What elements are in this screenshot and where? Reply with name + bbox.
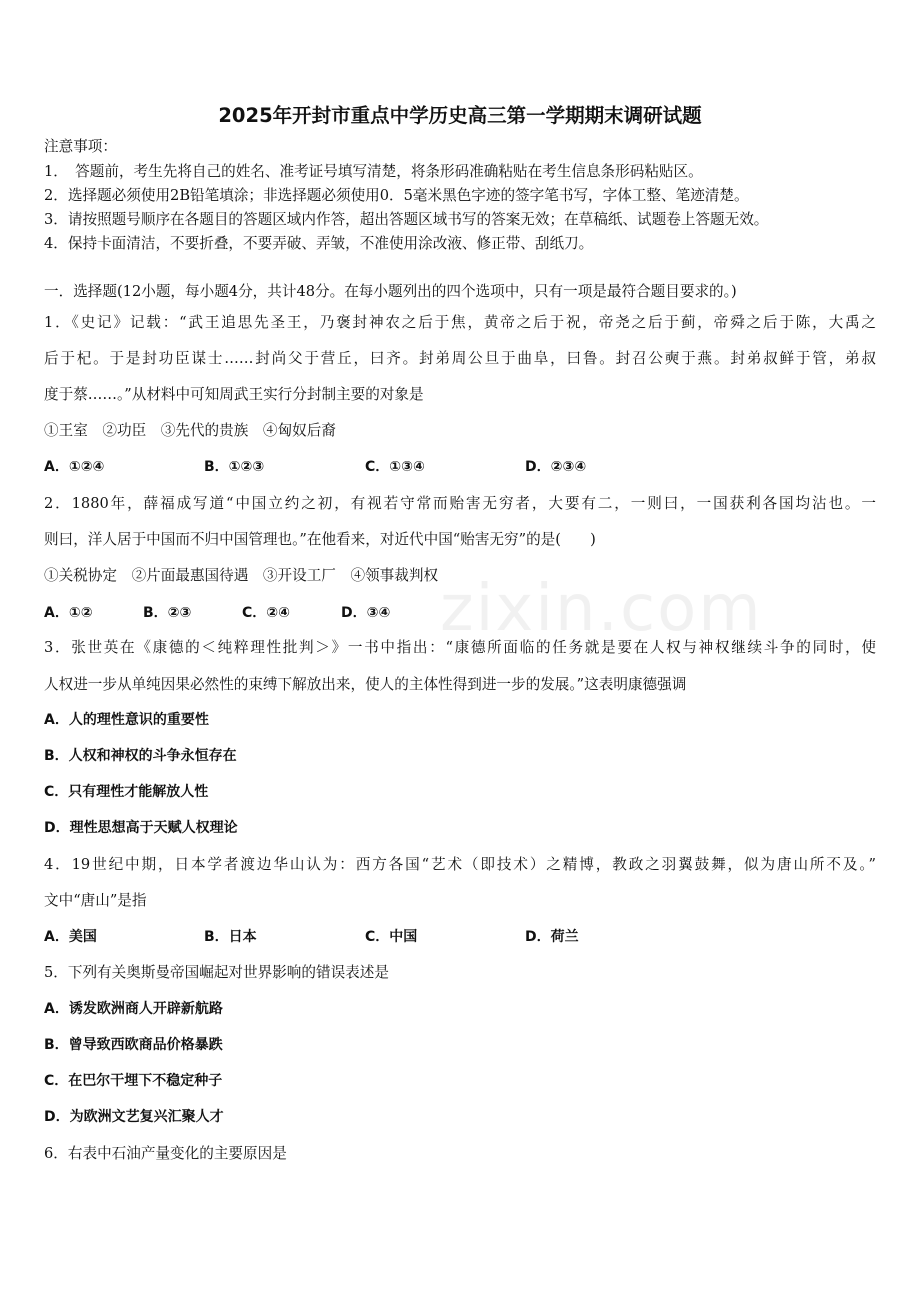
option-a[interactable]: A．美国 xyxy=(44,929,97,945)
notice-item: 2．选择题必须使用2B铅笔填涂；非选择题必须使用0．5毫米黑色字迹的签字笔书写，字体工整、笔迹清楚。 xyxy=(44,187,749,204)
option-c[interactable]: C．②④ xyxy=(242,605,290,621)
option-b[interactable]: B．①②③ xyxy=(204,459,265,475)
question-3-line: 3．张世英在《康德的＜纯粹理性批判＞》一书中指出：“康德所面临的任务就是要在人权与神权继续斗争的同时，使 xyxy=(44,639,876,656)
question-1-items: ①王室 ②功臣 ③先代的贵族 ④匈奴后裔 xyxy=(44,422,336,439)
option-a[interactable]: A．人的理性意识的重要性 xyxy=(44,712,209,728)
option-a[interactable]: A．诱发欧洲商人开辟新航路 xyxy=(44,1001,223,1017)
option-c[interactable]: C．①③④ xyxy=(365,459,425,475)
option-b[interactable]: B．日本 xyxy=(204,929,257,945)
notice-item: 3．请按照题号顺序在各题目的答题区域内作答，超出答题区域书写的答案无效；在草稿纸、试题卷上答题无效。 xyxy=(44,211,769,228)
option-a[interactable]: A．①② xyxy=(44,605,93,621)
option-d[interactable]: D．理性思想高于天赋人权理论 xyxy=(44,820,238,836)
notice-heading: 注意事项： xyxy=(44,138,117,155)
question-2-line: 则曰，洋人居于中国而不归中国管理也。”在他看来，对近代中国“贻害无穷”的是( ) xyxy=(44,531,596,548)
question-4-line: 4．19世纪中期，日本学者渡边华山认为：西方各国“艺术（即技术）之精博，教政之羽翼鼓舞，似为唐山所不及。” xyxy=(44,856,876,873)
question-2-items: ①关税协定 ②片面最惠国待遇 ③开设工厂 ④领事裁判权 xyxy=(44,567,439,584)
option-d[interactable]: D．荷兰 xyxy=(525,929,579,945)
option-d[interactable]: D．为欧洲文艺复兴汇聚人才 xyxy=(44,1109,224,1125)
notice-item: 4．保持卡面清洁，不要折叠，不要弄破、弄皱，不准使用涂改液、修正带、刮纸刀。 xyxy=(44,235,594,252)
option-b[interactable]: B．②③ xyxy=(143,605,192,621)
page-title: 2025年开封市重点中学历史高三第一学期期末调研试题 xyxy=(218,104,702,127)
option-c[interactable]: C．在巴尔干埋下不稳定种子 xyxy=(44,1073,223,1089)
question-5-line: 5．下列有关奥斯曼帝国崛起对世界影响的错误表述是 xyxy=(44,964,389,981)
option-d[interactable]: D．③④ xyxy=(341,605,391,621)
question-2-line: 2．1880年，薛福成写道“中国立约之初，有视若守常而贻害无穷者，大要有二，一则曰，一国获利各国均沾也。一 xyxy=(44,495,876,512)
notice-item: 1． 答题前，考生先将自己的姓名、准考证号填写清楚，将条形码准确粘贴在考生信息条形码粘贴区。 xyxy=(44,163,703,180)
question-6-line: 6．右表中石油产量变化的主要原因是 xyxy=(44,1145,287,1162)
watermark: zixin.com xyxy=(440,572,763,646)
section-heading: 一．选择题(12小题，每小题4分，共计48分。在每小题列出的四个选项中，只有一项是最符合题目要求的。) xyxy=(44,283,737,300)
option-d[interactable]: D．②③④ xyxy=(525,459,587,475)
question-1-line: 后于杞。于是封功臣谋士……封尚父于营丘，曰齐。封弟周公旦于曲阜，曰鲁。封召公奭于燕。封弟叔鲜于管，弟叔 xyxy=(44,350,876,367)
question-3-line: 人权进一步从单纯因果必然性的束缚下解放出来，使人的主体性得到进一步的发展。”这表明康德强调 xyxy=(44,676,687,693)
option-b[interactable]: B．人权和神权的斗争永恒存在 xyxy=(44,748,237,764)
question-4-line: 文中“唐山”是指 xyxy=(44,892,147,909)
option-b[interactable]: B．曾导致西欧商品价格暴跌 xyxy=(44,1037,223,1053)
option-a[interactable]: A．①②④ xyxy=(44,459,105,475)
question-1-line: 1．《史记》记载：“武王追思先圣王，乃褒封神农之后于焦，黄帝之后于祝，帝尧之后于蓟，帝舜之后于陈，大禹之 xyxy=(44,314,876,331)
question-1-line: 度于蔡……。”从材料中可知周武王实行分封制主要的对象是 xyxy=(44,386,424,403)
option-c[interactable]: C．只有理性才能解放人性 xyxy=(44,784,209,800)
option-c[interactable]: C．中国 xyxy=(365,929,418,945)
